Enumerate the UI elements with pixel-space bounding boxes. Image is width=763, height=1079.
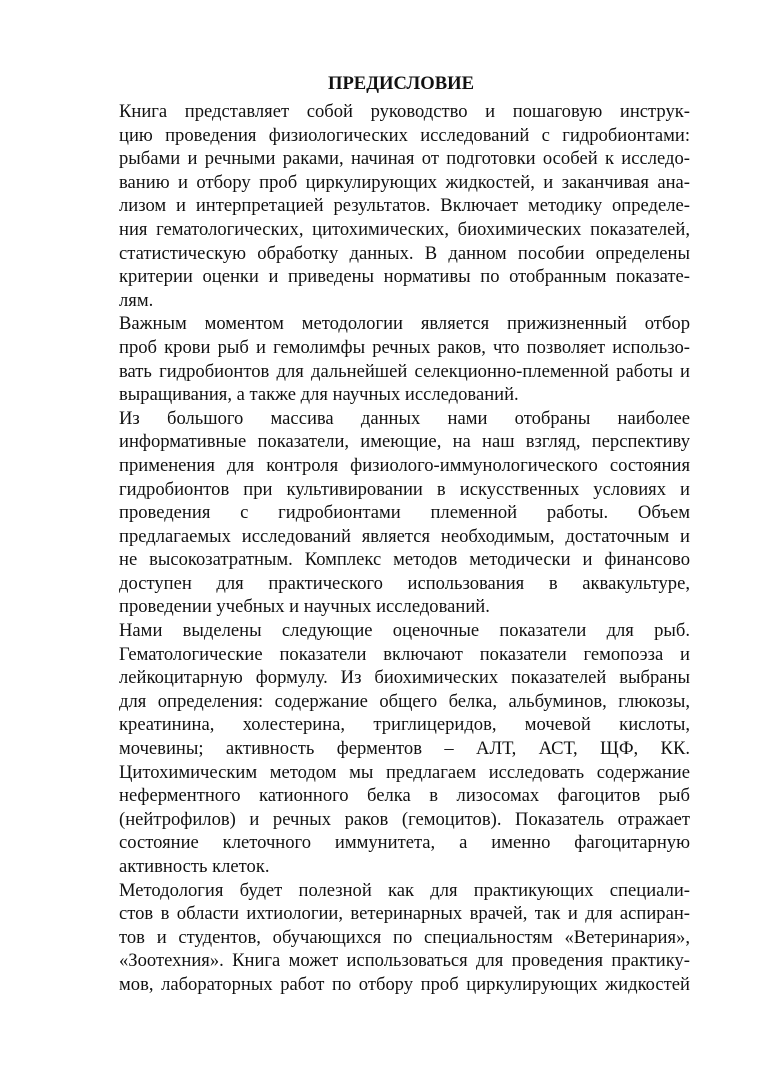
text-line: неферментного катионного белка в лизосомах фагоцитов рыб — [119, 785, 690, 807]
text-line: лизом и интерпретацией результатов. Включает методику определе- — [119, 195, 690, 217]
text-line: активность клеток. — [119, 856, 270, 877]
text-line: цию проведения физиологических исследований с гидробионтами: — [119, 124, 690, 146]
text-line: Цитохимическим методом мы предлагаем исследовать содержание — [119, 761, 690, 783]
text-line: информативные показатели, имеющие, на наш взгляд, перспективу — [119, 431, 690, 453]
text-line: тов и студентов, обучающихся по специальностям «Ветеринария», — [119, 926, 690, 948]
paragraph-2 — [72, 312, 690, 406]
text-line: ванию и отбору проб циркулирующих жидкостей, и заканчивая ана- — [119, 171, 690, 193]
text-line: критерии оценки и приведены нормативы по отобранным показате- — [119, 266, 690, 288]
text-line: ния гематологических, цитохимических, биохимических показателей, — [119, 218, 690, 240]
text-line: доступен для практического использования в аквакультуре, — [119, 572, 690, 594]
text-line: лям. — [119, 289, 154, 311]
text-line: Важным моментом методологии является прижизненный отбор — [119, 313, 690, 335]
body-text — [72, 100, 690, 997]
text-line: Гематологические показатели включают показатели гемопоэза и — [119, 643, 690, 665]
text-line: статистическую обработку данных. В данном пособии определены — [119, 242, 690, 264]
document-page — [72, 68, 690, 997]
text-line: Книга представляет собой руководство и пошаговую инструк- — [119, 101, 690, 122]
text-line: стов в области ихтиологии, ветеринарных врачей, так и для аспиран- — [119, 903, 690, 925]
text-line: Из большого массива данных нами отобраны наиболее — [119, 407, 690, 429]
text-line: вать гидробионтов для дальнейшей селекционно-племенной работы и — [119, 360, 690, 382]
text-line: проведения с гидробионтами племенной работы. Объем — [119, 502, 690, 524]
text-line: применения для контроля физиолого-иммунологического состояния — [119, 454, 690, 476]
text-line: проведении учебных и научных исследований. — [119, 596, 490, 618]
page-title: ПРЕДИСЛОВИЕ — [327, 73, 475, 94]
paragraph-1 — [72, 100, 690, 312]
text-line: проб крови рыб и гемолимфы речных раков, что позволяет использо- — [119, 336, 690, 358]
text-line: выращивания, а также для научных исследований. — [119, 384, 519, 406]
text-line: Методология будет полезной как для практикующих специали- — [119, 879, 690, 901]
paragraph-4 — [72, 619, 690, 879]
text-line: мочевины; активность ферментов – АЛТ, АСТ, ЩФ, КК. — [119, 738, 690, 760]
text-line: креатинина, холестерина, триглицеридов, мочевой кислоты, — [119, 714, 690, 736]
text-line: состояние клеточного иммунитета, а именно фагоцитарную — [119, 832, 690, 854]
text-line: для определения: содержание общего белка, альбуминов, глюкозы, — [119, 690, 690, 712]
paragraph-3 — [72, 407, 690, 619]
text-line: (нейтрофилов) и речных раков (гемоцитов). Показатель отражает — [119, 808, 690, 830]
paragraph-5 — [72, 879, 690, 997]
text-line: лейкоцитарную формулу. Из биохимических показателей выбраны — [119, 667, 690, 689]
text-line: мов, лабораторных работ по отбору проб циркулирующих жидкостей — [119, 973, 690, 995]
text-line: рыбами и речными раками, начиная от подготовки особей к исследо- — [119, 148, 690, 170]
text-line: «Зоотехния». Книга может использоваться для проведения практику- — [119, 950, 690, 972]
text-line: не высокозатратным. Комплекс методов методически и финансово — [119, 549, 690, 571]
text-line: предлагаемых исследований является необходимым, достаточным и — [119, 525, 690, 547]
text-line: гидробионтов при культивировании в искусственных условиях и — [119, 478, 690, 500]
text-line: Нами выделены следующие оценочные показатели для рыб. — [119, 620, 690, 642]
